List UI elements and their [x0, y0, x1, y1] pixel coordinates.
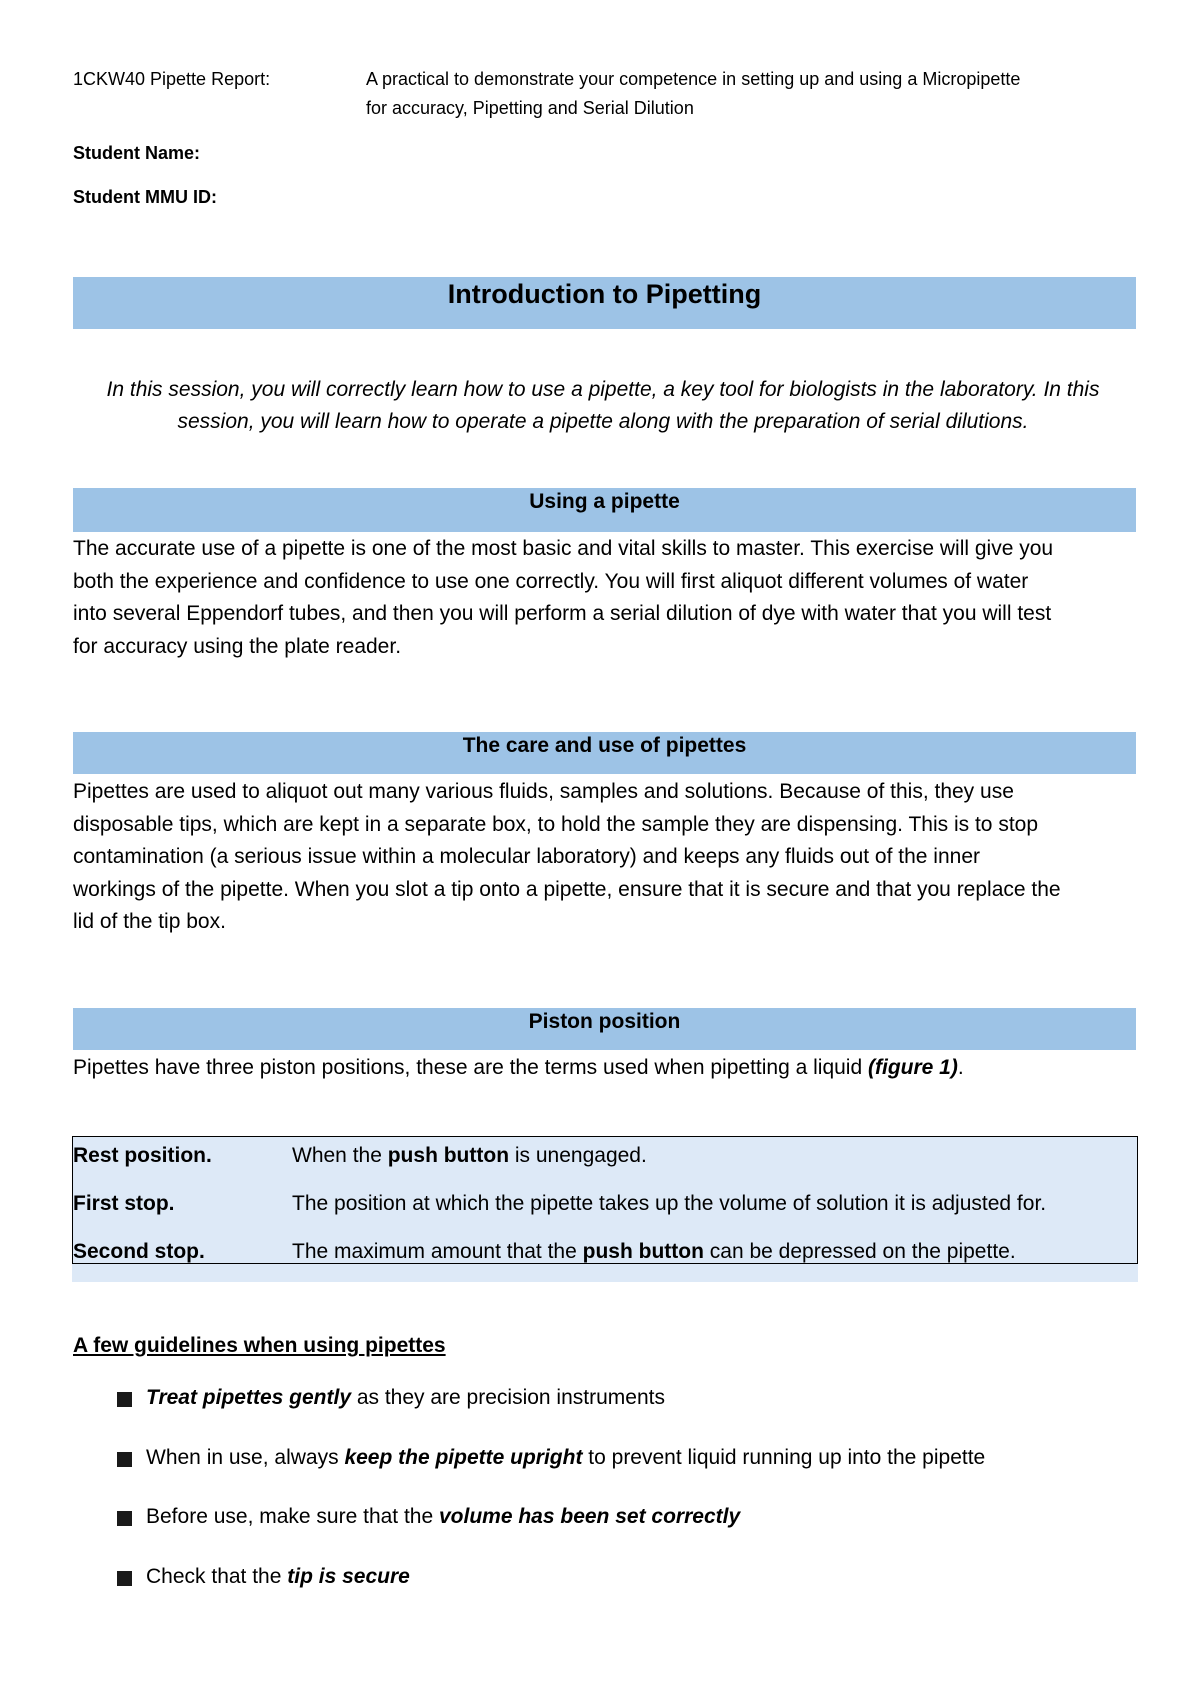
stop-term: First stop.: [73, 1192, 175, 1215]
guidelines-heading: A few guidelines when using pipettes: [73, 1334, 446, 1357]
guideline-text: Check that the: [146, 1565, 288, 1588]
stop-description: [292, 1141, 647, 1171]
using-a-pipette-paragraph: [73, 533, 1139, 663]
paragraph-line: disposable tips, which are kept in a separate box, to hold the sample they are dispensing. This is to stop: [73, 812, 1039, 836]
square-bullet-icon: [117, 1392, 132, 1407]
stop-term: Second stop.: [73, 1240, 205, 1263]
piston-text: Pipettes have three piston positions, these are the terms used when pipetting a liquid: [73, 1056, 868, 1079]
piston-text-end: .: [957, 1056, 964, 1079]
student-id-label: Student MMU ID:: [73, 187, 217, 207]
guideline-text: When in use, always: [146, 1446, 345, 1469]
intro-line-1: In this session, you will correctly learn how to use a pipette, a key tool for biologists in the laboratory. In this: [106, 378, 1100, 401]
paragraph-line: for accuracy using the plate reader.: [73, 634, 402, 658]
desc-text: can be depressed on the pipette.: [703, 1240, 1016, 1263]
section-heading-using-a-pipette: Using a pipette: [73, 488, 1136, 532]
paragraph-line: workings of the pipette. When you slot a tip onto a pipette, ensure that it is secure and that you replace the: [73, 877, 1061, 901]
desc-text: The maximum amount that the: [292, 1240, 583, 1263]
figure-reference: (figure 1): [868, 1056, 958, 1079]
paragraph-line: contamination (a serious issue within a molecular laboratory) and keeps any fluids out of the inner: [73, 845, 980, 868]
guideline-emphasis: Treat pipettes gently: [146, 1386, 351, 1409]
paragraph-line: into several Eppendorf tubes, and then you will perform a serial dilution of dye with water that you will test: [73, 602, 1052, 625]
guideline-item: [146, 1502, 740, 1532]
desc-bold: push button: [387, 1144, 510, 1167]
section-heading-care-and-use: The care and use of pipettes: [73, 732, 1136, 774]
desc-text: is unengaged.: [509, 1144, 647, 1167]
stop-term: Rest position.: [73, 1144, 212, 1167]
student-name-label: Student Name:: [73, 143, 201, 163]
practical-description-line-1: A practical to demonstrate your competence in setting up and using a Micropipette: [366, 69, 1021, 89]
guideline-text: as they are precision instruments: [351, 1386, 665, 1409]
desc-text: When the: [292, 1144, 388, 1167]
guideline-emphasis: keep the pipette upright: [344, 1446, 583, 1469]
square-bullet-icon: [117, 1452, 132, 1467]
intro-text: [68, 374, 1138, 438]
stop-description: [292, 1237, 1016, 1267]
square-bullet-icon: [117, 1511, 132, 1526]
guideline-emphasis: volume has been set correctly: [439, 1505, 741, 1528]
stop-row-first: [73, 1189, 1137, 1219]
piston-stops-table: [72, 1136, 1138, 1264]
guideline-emphasis: tip is secure: [287, 1565, 410, 1588]
square-bullet-icon: [117, 1571, 132, 1586]
guideline-item: [146, 1443, 985, 1473]
page-title: Introduction to Pipetting: [73, 277, 1136, 329]
course-label: 1CKW40 Pipette Report:: [73, 69, 271, 89]
paragraph-line: Pipettes are used to aliquot out many various fluids, samples and solutions. Because of this, they use: [73, 780, 1014, 803]
stop-row-second: [73, 1237, 1137, 1267]
piston-position-paragraph: [73, 1052, 1139, 1085]
paragraph-line: both the experience and confidence to use one correctly. You will first aliquot different volumes of water: [73, 569, 1029, 593]
intro-line-2: session, you will learn how to operate a pipette along with the preparation of serial dilutions.: [177, 410, 1029, 433]
stop-row-rest: [73, 1141, 1137, 1171]
stop-box-shading: [72, 1264, 1138, 1282]
guideline-text: Before use, make sure that the: [146, 1505, 439, 1528]
guideline-item: [146, 1383, 665, 1413]
section-heading-piston-position: Piston position: [73, 1008, 1136, 1050]
guideline-item: [146, 1562, 410, 1592]
practical-description-line-2: for accuracy, Pipetting and Serial Dilution: [366, 98, 694, 118]
desc-bold: push button: [582, 1240, 704, 1263]
paragraph-line: The accurate use of a pipette is one of the most basic and vital skills to master. This exercise will give you: [73, 537, 1054, 560]
care-and-use-paragraph: [73, 776, 1139, 939]
stop-description: The position at which the pipette takes up the volume of solution it is adjusted for.: [292, 1192, 1047, 1215]
paragraph-line: lid of the tip box.: [73, 910, 226, 933]
guideline-text: to prevent liquid running up into the pipette: [582, 1446, 986, 1469]
